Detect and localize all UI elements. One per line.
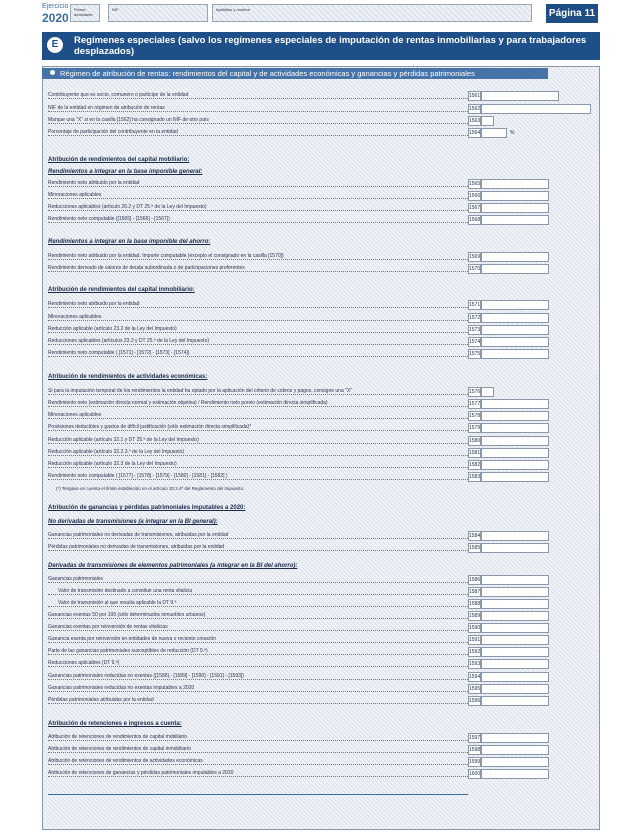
input-box[interactable] <box>481 313 549 323</box>
field-label: Valor de transmisión al que resulta aplicable la DT 9.ª <box>58 600 177 606</box>
field-label: Ganancias patrimoniales <box>48 576 104 582</box>
field-label: Rendimiento neto atribuido por la entidad <box>48 301 140 307</box>
input-box[interactable] <box>481 179 549 189</box>
box-code: 1594 <box>469 674 481 680</box>
field-label: Ganancias patrimoniales reducidas no exentas ([1586] - [1589] - [1590] - [1591] - [1593]) <box>48 673 244 679</box>
input-box[interactable] <box>481 543 549 553</box>
form-row <box>48 623 600 633</box>
field-label: Ganancias patrimoniales reducidas no exentas imputables a 2020 <box>48 685 195 691</box>
form-row <box>48 436 600 446</box>
form-row <box>48 179 600 189</box>
form-row <box>48 659 600 669</box>
form-row <box>48 757 600 767</box>
field-label: Pérdidas patrimoniales no derivadas de transmisiones, atribuidas por la entidad <box>48 544 225 550</box>
form-row <box>48 116 600 126</box>
section-heading: Rendimientos a integrar en la base imponible general: <box>48 169 203 175</box>
form-row <box>48 215 600 225</box>
leader-dots <box>48 550 468 551</box>
leader-dots <box>48 594 468 595</box>
primer-declarante-box <box>70 4 100 22</box>
leader-dots <box>48 740 468 741</box>
leader-dots <box>48 111 468 112</box>
leader-dots <box>48 582 468 583</box>
form-row <box>48 423 600 433</box>
field-label: Rendimiento derivado de valores de deuda subordinada o de participaciones preferentes <box>48 265 245 271</box>
leader-dots <box>48 443 468 444</box>
input-box[interactable] <box>481 733 549 743</box>
field-label: Valor de transmisión destinado a constituir una renta vitalicia <box>58 588 193 594</box>
form-row <box>48 264 600 274</box>
field-label: NIF de la entidad en régimen de atribución de rentas <box>48 105 165 111</box>
field-label: Reducciones aplicables (DT 9.ª) <box>48 660 120 666</box>
box-code: 1578 <box>469 413 481 419</box>
input-box[interactable] <box>481 337 549 347</box>
leader-dots <box>48 210 468 211</box>
input-box[interactable] <box>481 472 549 482</box>
page-number-badge: Página 11 <box>546 4 598 23</box>
leader-dots <box>48 406 468 407</box>
box-code: 1593 <box>469 661 481 667</box>
leader-dots <box>48 259 468 260</box>
box-code: 1598 <box>469 747 481 753</box>
box-code: 1590 <box>469 625 481 631</box>
leader-dots <box>48 776 468 777</box>
box-code: 1572 <box>469 315 481 321</box>
field-label: Rendimiento neto atribuido por la entidad. Importe computable (excepto el consignado en la casilla [1570]) <box>48 253 284 259</box>
section-letter-badge: E <box>47 37 63 53</box>
leader-dots <box>48 320 468 321</box>
year-label: 2020 <box>42 11 69 25</box>
field-label: Ganancias exentas por reinversión de rentas vitalicias <box>48 624 168 630</box>
box-code: 1565 <box>469 181 481 187</box>
field-label: Porcentaje de participación del contribuyente en la entidad <box>48 129 178 135</box>
form-row <box>48 745 600 755</box>
section-heading: Atribución de rendimientos del capital mobiliario: <box>48 157 190 163</box>
field-label: Atribución de retenciones de rendimientos de capital mobiliario <box>48 734 187 740</box>
box-code: 1562 <box>469 106 481 112</box>
input-box[interactable] <box>481 460 549 470</box>
field-label: Reducción aplicable (artículo 32.2.3.º de la Ley del Impuesto) <box>48 449 185 455</box>
input-box[interactable] <box>481 599 549 609</box>
form-row <box>48 128 600 138</box>
box-code: 1570 <box>469 266 481 272</box>
input-box[interactable] <box>481 423 549 433</box>
input-box[interactable] <box>481 191 549 201</box>
box-code: 1564 <box>469 130 481 136</box>
form-row <box>48 399 600 409</box>
leader-dots <box>48 394 468 395</box>
field-label: Ganancias patrimoniales no derivadas de transmisiones, atribuidas por la entidad <box>48 532 229 538</box>
input-box[interactable] <box>481 696 549 706</box>
form-row <box>48 575 600 585</box>
form-row <box>48 300 600 310</box>
end-divider <box>48 794 468 795</box>
input-box[interactable] <box>481 531 549 541</box>
leader-dots <box>48 123 468 124</box>
leader-dots <box>48 703 468 704</box>
leader-dots <box>48 135 468 136</box>
input-box[interactable] <box>481 264 549 274</box>
field-label: Minoraciones aplicables <box>48 192 102 198</box>
leader-dots <box>48 222 468 223</box>
box-code: 1576 <box>469 389 481 395</box>
nif-field[interactable] <box>108 4 208 22</box>
leader-dots <box>48 606 468 607</box>
leader-dots <box>48 666 468 667</box>
box-code: 1566 <box>469 193 481 199</box>
box-code: 1591 <box>469 637 481 643</box>
box-code: 1574 <box>469 339 481 345</box>
form-row <box>48 411 600 421</box>
form-row <box>48 543 600 553</box>
form-row <box>48 203 600 213</box>
form-row <box>48 733 600 743</box>
form-row <box>48 531 600 541</box>
leader-dots <box>48 764 468 765</box>
section-title: Regímenes especiales (salvo los regímenes especiales de imputación de rentas inmobiliarias y para trabajadores desplazados) <box>74 35 587 57</box>
form-row <box>48 325 600 335</box>
field-label: Reducciones aplicables (artículo 26.2 y DT 25.ª de la Ley del Impuesto) <box>48 204 207 210</box>
input-box[interactable] <box>481 587 549 597</box>
form-row <box>48 696 600 706</box>
field-label: Ganancia exenta por reinversión en entidades de nueva o reciente creación <box>48 636 216 642</box>
input-box[interactable] <box>481 436 549 446</box>
box-code: 1561 <box>469 93 481 99</box>
input-box[interactable] <box>481 647 549 657</box>
box-code: 1588 <box>469 601 481 607</box>
field-label: Rendimiento neto (estimación directa normal y estimación objetiva) / Rendimiento neto previo (estimación directa simplificada) <box>48 400 328 406</box>
box-code: 1595 <box>469 686 481 692</box>
input-box[interactable] <box>481 399 549 409</box>
form-row <box>48 448 600 458</box>
leader-dots <box>48 654 468 655</box>
box-code: 1567 <box>469 205 481 211</box>
input-box[interactable] <box>481 757 549 767</box>
subsection-title: Régimen de atribución de rentas: rendimientos del capital y de actividades económicas y ganancias y pérdidas patrimoniales <box>60 69 475 78</box>
apellidos-field[interactable] <box>212 4 532 22</box>
bullet-icon <box>50 70 55 75</box>
primer-declarante-label: Primer declarante <box>74 7 93 17</box>
leader-dots <box>48 271 468 272</box>
input-box[interactable] <box>481 91 559 101</box>
leader-dots <box>48 430 468 431</box>
form-row <box>48 647 600 657</box>
leader-dots <box>48 198 468 199</box>
section-heading: Atribución de retenciones e ingresos a cuenta: <box>48 721 182 727</box>
apellidos-label: Apellidos y nombre <box>216 7 251 12</box>
section-heading: Derivadas de transmisiones de elementos patrimoniales (a integrar en la BI del ahorro): <box>48 563 298 569</box>
field-label: Si para la imputación temporal de los rendimientos la entidad ha optado por la aplicación del criterio de cobros y pagos, consigne una "X" <box>48 388 353 394</box>
input-box[interactable] <box>481 349 549 359</box>
form-row <box>48 769 600 779</box>
form-row <box>48 684 600 694</box>
field-label: Contribuyente que es socio, comunero o partícipe de la entidad <box>48 92 189 98</box>
field-label: Pérdidas patrimoniales atribuidas por la entidad <box>48 697 154 703</box>
field-label: Rendimiento neto atribuido por la entidad <box>48 180 140 186</box>
form-row <box>48 252 600 262</box>
form-row <box>48 313 600 323</box>
field-label: Provisiones deducibles y gastos de difícil justificación (sólo estimación directa simplificada)* <box>48 424 252 430</box>
section-heading: No derivadas de transmisiones (a integrar en la BI general): <box>48 519 218 525</box>
field-label: Atribución de retenciones de ganancias y pérdidas patrimoniales imputables a 2020 <box>48 770 234 776</box>
field-label: Atribución de retenciones de rendimientos de actividades económicas <box>48 758 203 764</box>
section-heading: Atribución de rendimientos del capital inmobiliario: <box>48 287 195 293</box>
leader-dots <box>48 752 468 753</box>
input-box[interactable] <box>481 325 549 335</box>
box-code: 1573 <box>469 327 481 333</box>
field-label: Rendimiento neto computable ([1565] - [1566] - [1567]) <box>48 216 170 222</box>
ejercicio-label: Ejercicio <box>42 3 69 10</box>
box-code: 1582 <box>469 462 481 468</box>
field-label: Ganancias exentas 50 por 100 (sólo determinados inmuebles urbanos) <box>48 612 206 618</box>
leader-dots <box>48 467 468 468</box>
page-header <box>0 0 640 30</box>
input-box[interactable] <box>481 252 549 262</box>
form-row <box>48 104 600 114</box>
form-row <box>48 472 600 482</box>
box-code: 1575 <box>469 351 481 357</box>
leader-dots <box>48 98 468 99</box>
leader-dots <box>48 455 468 456</box>
leader-dots <box>48 618 468 619</box>
section-heading: Atribución de ganancias y pérdidas patrimoniales imputables a 2020: <box>48 505 246 511</box>
percent-sign: % <box>510 130 515 136</box>
form-row <box>48 337 600 347</box>
form-row <box>48 91 600 101</box>
leader-dots <box>48 356 468 357</box>
footnote: (*) Tengase en cuenta el límite establecido en el artículo 30.2.4ª del Reglamento del Impuesto. <box>56 486 245 491</box>
input-box[interactable] <box>481 745 549 755</box>
box-code: 1585 <box>469 545 481 551</box>
field-label: Reducciones aplicables (artículos 23.3 y DT 25.ª de la Ley del Impuesto) <box>48 338 210 344</box>
box-code: 1586 <box>469 577 481 583</box>
input-box[interactable] <box>481 387 494 397</box>
input-box[interactable] <box>481 635 549 645</box>
box-code: 1580 <box>469 438 481 444</box>
box-code: 1571 <box>469 302 481 308</box>
input-box[interactable] <box>481 203 549 213</box>
leader-dots <box>48 307 468 308</box>
input-box[interactable] <box>481 623 549 633</box>
input-box[interactable] <box>481 575 549 585</box>
box-code: 1563 <box>469 118 481 124</box>
box-code: 1584 <box>469 533 481 539</box>
form-row <box>48 191 600 201</box>
form-row <box>48 611 600 621</box>
field-label: Marque una "X" si en la casilla [1562] ha consignado un NIF de otro país <box>48 117 209 123</box>
input-box[interactable] <box>481 684 549 694</box>
input-box[interactable] <box>481 411 549 421</box>
form-row <box>48 672 600 682</box>
input-box[interactable] <box>481 769 549 779</box>
form-row <box>48 599 600 609</box>
leader-dots <box>48 642 468 643</box>
section-heading: Atribución de rendimientos de actividades económicas: <box>48 374 208 380</box>
input-box[interactable] <box>481 300 549 310</box>
box-code: 1583 <box>469 474 481 480</box>
input-box[interactable] <box>481 116 494 126</box>
box-code: 1599 <box>469 759 481 765</box>
input-box[interactable] <box>481 128 507 138</box>
form-row <box>48 349 600 359</box>
box-code: 1579 <box>469 425 481 431</box>
input-box[interactable] <box>481 611 549 621</box>
input-box[interactable] <box>481 448 549 458</box>
form-row <box>48 387 600 397</box>
form-row <box>48 587 600 597</box>
leader-dots <box>48 479 468 480</box>
box-code: 1600 <box>469 771 481 777</box>
box-code: 1581 <box>469 450 481 456</box>
leader-dots <box>48 332 468 333</box>
field-label: Atribución de retenciones de rendimientos de capital inmobiliario <box>48 746 191 752</box>
field-label: Reducción aplicable (artículo 32.1 y DT 25.ª de la Ley del Impuesto) <box>48 437 199 443</box>
leader-dots <box>48 538 468 539</box>
nif-label: NIF <box>112 7 119 12</box>
section-title-bar <box>42 32 600 60</box>
leader-dots <box>48 344 468 345</box>
box-code: 1596 <box>469 698 481 704</box>
field-label: Reducción aplicable (artículo 32.3 de la Ley del Impuesto) <box>48 461 177 467</box>
leader-dots <box>48 691 468 692</box>
field-label: Minoraciones aplicables <box>48 314 102 320</box>
form-row <box>48 460 600 470</box>
section-heading: Rendimientos a integrar en la base imponible del ahorro: <box>48 239 211 245</box>
leader-dots <box>48 679 468 680</box>
field-label: Minoraciones aplicables <box>48 412 102 418</box>
form-row <box>48 635 600 645</box>
leader-dots <box>48 418 468 419</box>
box-code: 1569 <box>469 254 481 260</box>
field-label: Rendimiento neto computable ( [1577] - [1578] - [1579] - [1580] - [1581] - [1582] ) <box>48 473 228 479</box>
input-box[interactable] <box>481 672 549 682</box>
box-code: 1597 <box>469 735 481 741</box>
input-box[interactable] <box>481 659 549 669</box>
box-code: 1592 <box>469 649 481 655</box>
box-code: 1587 <box>469 589 481 595</box>
input-box[interactable] <box>481 104 591 114</box>
input-box[interactable] <box>481 215 549 225</box>
box-code: 1577 <box>469 401 481 407</box>
field-label: Reducción aplicable (artículo 23.2 de la Ley del Impuesto) <box>48 326 177 332</box>
box-code: 1568 <box>469 217 481 223</box>
leader-dots <box>48 630 468 631</box>
box-code: 1589 <box>469 613 481 619</box>
subsection-title-bar <box>42 68 548 79</box>
field-label: Parte de las ganancias patrimoniales susceptibles de reducción (DT 9.ª) <box>48 648 208 654</box>
leader-dots <box>48 186 468 187</box>
field-label: Rendimiento neto computable ( [1571] - [1572] - [1573] - [1574]) <box>48 350 190 356</box>
